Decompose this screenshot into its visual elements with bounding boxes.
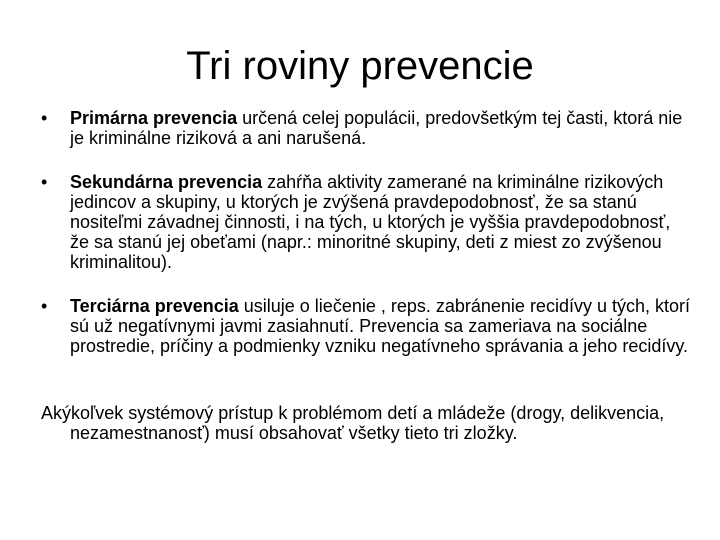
bullet-term: Sekundárna prevencia (70, 172, 263, 192)
bullet-list (41, 108, 691, 380)
bullet-term: Primárna prevencia (70, 108, 238, 128)
bullet-point-icon: • (41, 172, 48, 192)
bullet-text: zahŕňa aktivity zamerané na kriminálne rizikových jedincov a skupiny, u ktorých je zvýšená pravdepodobnosť, že sa stanú nositeľmi závadnej činnosti, i na tých, u ktorých je vyššia pravdepodobnosť, že sa stanú jej obeťami (napr.: minoritné skupiny, deti z miest zo zvýšenou kriminalitou). (70, 172, 671, 272)
bullet-term: Terciárna prevencia (70, 296, 239, 316)
bullet-point-icon: • (41, 296, 48, 316)
bullet-text: usiluje o liečenie , reps. zabránenie recidívy u tých, ktorí sú už negatívnymi javmi zasiahnutí. Prevencia sa zameriava na sociálne prostredie, príčiny a podmienky vzniku negatívneho správania a jeho recidívy. (70, 296, 690, 356)
bullet-primary-prevention (41, 108, 691, 148)
bullet-secondary-prevention (41, 172, 691, 272)
slide-title: Tri roviny prevencie (186, 44, 534, 88)
bullet-point-icon: • (41, 108, 48, 128)
bullet-tertiary-prevention (41, 296, 691, 356)
closing-paragraph: Akýkoľvek systémový prístup k problémom detí a mládeže (drogy, delikvencia, nezamestnanosť) musí obsahovať všetky tieto tri zložky. (41, 403, 665, 443)
bullet-text: určená celej populácii, predovšetkým tej časti, ktorá nie je kriminálne riziková a ani narušená. (70, 108, 683, 148)
